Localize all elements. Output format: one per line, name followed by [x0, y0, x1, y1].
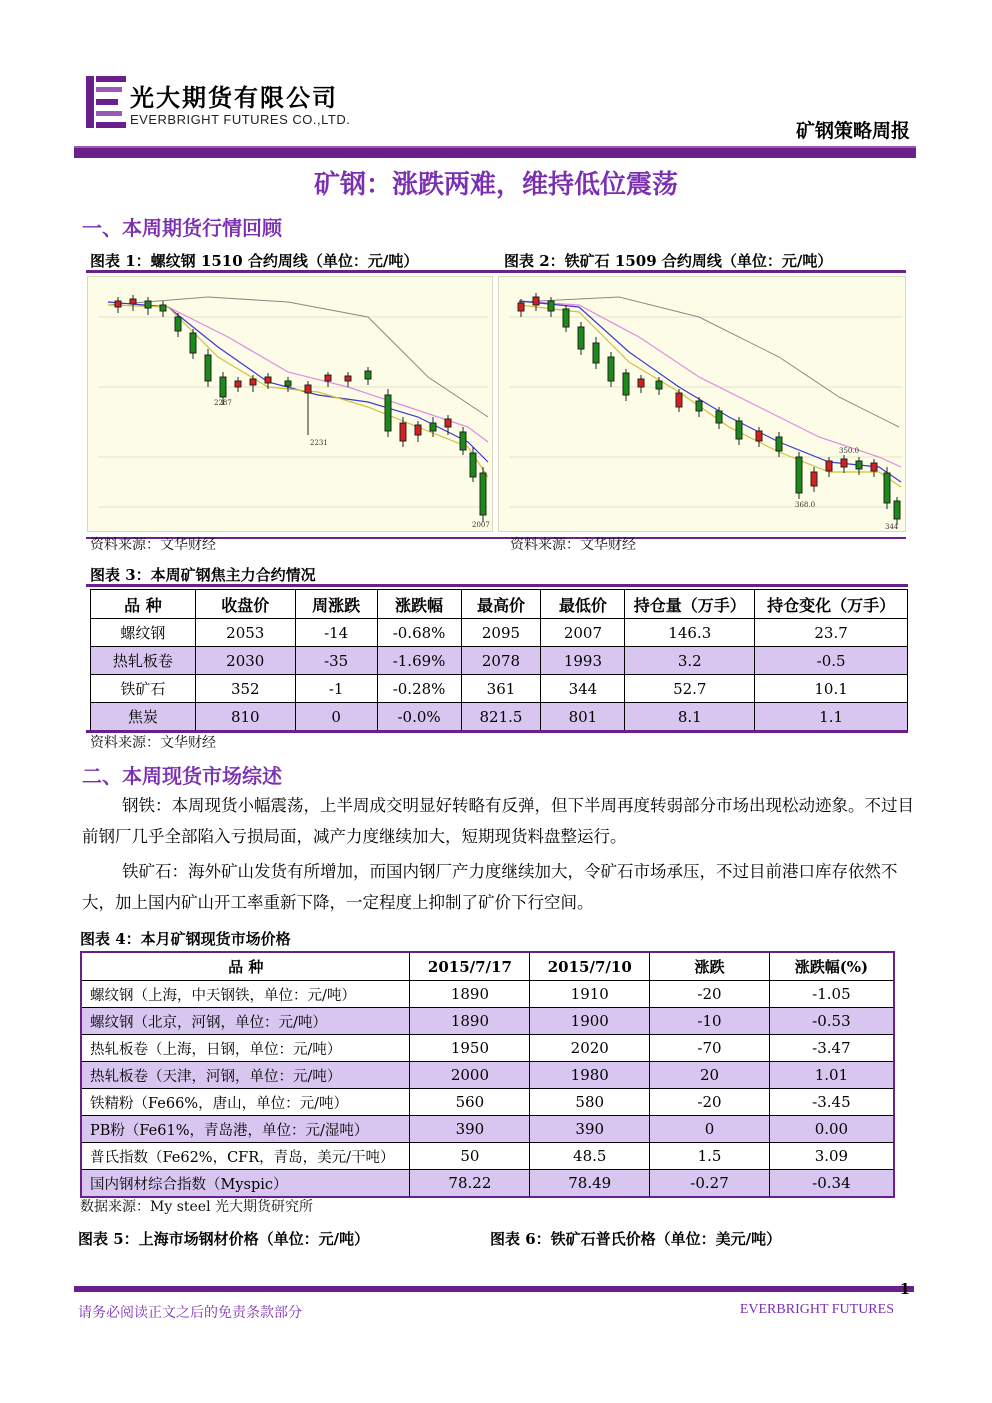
page-title: 矿钢：涨跌两难，维持低位震荡 — [313, 170, 678, 200]
table-header: 周涨跌 — [295, 590, 377, 619]
table-cell: -1 — [295, 675, 377, 703]
report-name: 矿钢策略周报 — [795, 120, 910, 142]
table-header: 涨跌幅 — [377, 590, 461, 619]
table-row — [81, 1116, 894, 1143]
table-cell: -14 — [295, 619, 377, 647]
table-row — [81, 1089, 894, 1116]
table-cell: 1950 — [410, 1035, 530, 1062]
table-cell: 2078 — [461, 647, 541, 675]
table-cell: -0.0% — [377, 703, 461, 731]
table-cell: 52.7 — [625, 675, 755, 703]
table-cell: 热轧板卷 — [91, 647, 196, 675]
table-cell: 1890 — [410, 981, 530, 1008]
table-cell: 78.22 — [410, 1170, 530, 1198]
table-header-row — [81, 952, 894, 981]
table-cell: 48.5 — [530, 1143, 650, 1170]
table-header: 涨跌 — [650, 952, 770, 981]
table-cell: 螺纹钢（北京，河钢，单位：元/吨） — [81, 1008, 410, 1035]
fig5-title: 图表 5：上海市场钢材价格（单位：元/吨） — [78, 1230, 370, 1248]
table-cell: 1890 — [410, 1008, 530, 1035]
table-cell: 801 — [541, 703, 625, 731]
table-cell: 560 — [410, 1089, 530, 1116]
table-cell: 361 — [461, 675, 541, 703]
table-header: 2015/7/17 — [410, 952, 530, 981]
table-cell: 3.09 — [769, 1143, 894, 1170]
steel-paragraph: 钢铁：本周现货小幅震荡，上半周成交明显好转略有反弹，但下半周再度转弱部分市场出现松动迹象。不过目前钢厂几乎全部陷入亏损局面，减产力度继续加大，短期现货料盘整运行。 — [82, 796, 914, 846]
table-cell: 20 — [650, 1062, 770, 1089]
table-header: 涨跌幅(%) — [769, 952, 894, 981]
table-cell: PB粉（Fe61%，青岛港，单位：元/湿吨） — [81, 1116, 410, 1143]
table-cell: 铁矿石 — [91, 675, 196, 703]
table-cell: -10 — [650, 1008, 770, 1035]
table-cell: -3.47 — [769, 1035, 894, 1062]
table-cell: 2000 — [410, 1062, 530, 1089]
fig3-title: 图表 3：本周矿钢焦主力合约情况 — [90, 566, 316, 584]
table-cell: -0.68% — [377, 619, 461, 647]
table-cell: -70 — [650, 1035, 770, 1062]
disclaimer-text: 请务必阅读正文之后的免责条款部分 — [78, 1305, 302, 1321]
table-cell: -1.69% — [377, 647, 461, 675]
table-cell: 热轧板卷（上海，日钢，单位：元/吨） — [81, 1035, 410, 1062]
table-cell: -0.5 — [755, 647, 908, 675]
table-cell: -0.34 — [769, 1170, 894, 1198]
table-cell: 390 — [530, 1116, 650, 1143]
table-cell: 1910 — [530, 981, 650, 1008]
footer-brand: EVERBRIGHT FUTURES — [739, 1302, 894, 1317]
fig2-source: 资料来源：文华财经 — [510, 537, 636, 553]
table-cell: 352 — [195, 675, 295, 703]
spot-price-table — [80, 951, 895, 1198]
table-cell: 390 — [410, 1116, 530, 1143]
fig3-source: 资料来源：文华财经 — [90, 735, 216, 751]
table-cell: 螺纹钢（上海，中天钢铁，单位：元/吨） — [81, 981, 410, 1008]
table-header: 品 种 — [91, 590, 196, 619]
rebar-low-label-3: 2007 — [472, 521, 490, 529]
table-row — [91, 619, 908, 647]
table-cell: 8.1 — [625, 703, 755, 731]
fig4-title: 图表 4：本月矿钢现货市场价格 — [80, 930, 291, 948]
table-cell: 1980 — [530, 1062, 650, 1089]
table-row — [81, 981, 894, 1008]
table-cell: -0.27 — [650, 1170, 770, 1198]
table-cell: 热轧板卷（天津，河钢，单位：元/吨） — [81, 1062, 410, 1089]
page-number: 1 — [899, 1280, 910, 1298]
table-cell: -20 — [650, 1089, 770, 1116]
company-name-en: EVERBRIGHT FUTURES CO.,LTD. — [130, 112, 351, 127]
table-cell: 580 — [530, 1089, 650, 1116]
table-cell: 0.00 — [769, 1116, 894, 1143]
table-cell: 普氏指数（Fe62%，CFR，青岛，美元/干吨） — [81, 1143, 410, 1170]
table-cell: 50 — [410, 1143, 530, 1170]
table-row — [91, 703, 908, 731]
table-cell: 78.49 — [530, 1170, 650, 1198]
table-cell: -0.53 — [769, 1008, 894, 1035]
table-header: 持仓量（万手） — [625, 590, 755, 619]
table-cell: 2007 — [541, 619, 625, 647]
table-cell: 810 — [195, 703, 295, 731]
table-header: 持仓变化（万手） — [755, 590, 908, 619]
table-cell: 焦炭 — [91, 703, 196, 731]
iron-ore-paragraph: 铁矿石：海外矿山发货有所增加，而国内钢厂产力度继续加大，令矿石市场承压，不过目前港口库存依然不大，加上国内矿山开工率重新下降，一定程度上抑制了矿价下行空间。 — [82, 862, 898, 912]
table-row — [91, 675, 908, 703]
rebar-weekly-chart — [87, 276, 493, 532]
table-cell: -35 — [295, 647, 377, 675]
table-cell: 铁精粉（Fe66%，唐山，单位：元/吨） — [81, 1089, 410, 1116]
iron-ore-weekly-chart — [498, 276, 906, 532]
table-cell: -1.05 — [769, 981, 894, 1008]
table-row — [81, 1008, 894, 1035]
company-logo-icon — [86, 76, 126, 128]
table-cell: 0 — [295, 703, 377, 731]
fig1-source: 资料来源：文华财经 — [90, 537, 216, 553]
futures-table — [90, 589, 908, 731]
table-cell: 1900 — [530, 1008, 650, 1035]
table-cell: 2053 — [195, 619, 295, 647]
table-row — [91, 647, 908, 675]
table3-top-rule — [86, 584, 908, 587]
table-cell: 螺纹钢 — [91, 619, 196, 647]
table-header: 品 种 — [81, 952, 410, 981]
table-cell: 1.1 — [755, 703, 908, 731]
section1-heading: 一、本周期货行情回顾 — [82, 216, 282, 240]
header-divider — [74, 146, 916, 158]
table-row — [81, 1035, 894, 1062]
table-cell: -3.45 — [769, 1089, 894, 1116]
table-row — [81, 1062, 894, 1089]
section2-heading: 二、本周现货市场综述 — [82, 764, 282, 788]
ore-low-label-2: 350.0 — [839, 447, 860, 455]
table-row — [81, 1170, 894, 1198]
table-row — [81, 1143, 894, 1170]
table-cell: 2030 — [195, 647, 295, 675]
table-cell: -0.28% — [377, 675, 461, 703]
table-header: 最低价 — [541, 590, 625, 619]
ore-low-label-1: 368.0 — [795, 501, 816, 509]
table-header: 收盘价 — [195, 590, 295, 619]
rebar-low-label-2: 2231 — [310, 439, 328, 447]
table-cell: 146.3 — [625, 619, 755, 647]
table-cell: 1993 — [541, 647, 625, 675]
fig-title-rule — [86, 270, 906, 273]
fig1-title: 图表 1：螺纹钢 1510 合约周线（单位：元/吨） — [90, 252, 419, 270]
company-name-cn: 光大期货有限公司 — [130, 84, 338, 112]
table-cell: 国内钢材综合指数（Myspic） — [81, 1170, 410, 1198]
fig4-source: 数据来源：My steel 光大期货研究所 — [80, 1199, 314, 1215]
table-cell: 0 — [650, 1116, 770, 1143]
rebar-low-label-1: 2287 — [214, 399, 232, 407]
table-cell: 1.01 — [769, 1062, 894, 1089]
table-header-row — [91, 590, 908, 619]
table-cell: 23.7 — [755, 619, 908, 647]
table-cell: 10.1 — [755, 675, 908, 703]
footer-divider — [74, 1286, 914, 1292]
table-cell: 2095 — [461, 619, 541, 647]
table-cell: 2020 — [530, 1035, 650, 1062]
ore-low-label-3: 344 — [885, 523, 899, 531]
table-header: 最高价 — [461, 590, 541, 619]
table-cell: 821.5 — [461, 703, 541, 731]
table-cell: 344 — [541, 675, 625, 703]
table-cell: -20 — [650, 981, 770, 1008]
table-cell: 3.2 — [625, 647, 755, 675]
fig2-title: 图表 2：铁矿石 1509 合约周线（单位：元/吨） — [504, 252, 833, 270]
fig6-title: 图表 6：铁矿石普氏价格（单位：美元/吨） — [490, 1230, 782, 1248]
table-cell: 1.5 — [650, 1143, 770, 1170]
table-header: 2015/7/10 — [530, 952, 650, 981]
